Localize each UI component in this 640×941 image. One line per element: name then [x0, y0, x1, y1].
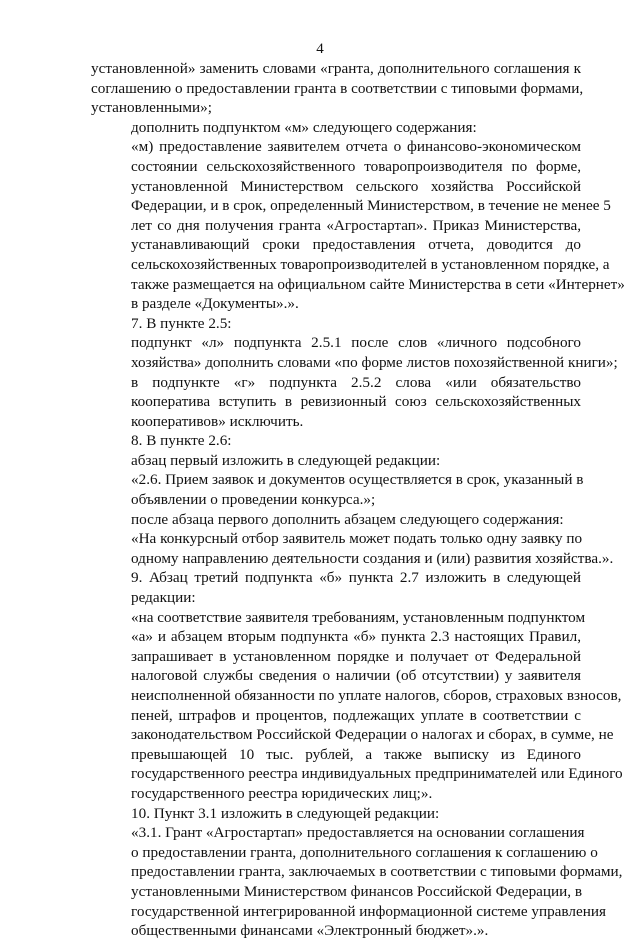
- paragraph: [91, 373, 581, 432]
- text-line: «а» и абзацем вторым подпункта «б» пункта 2.3 настоящих Правил,: [131, 628, 581, 646]
- text-line: неисполненной обязанности по уплате налогов, сборов, страховых взносов,: [131, 687, 622, 704]
- text-line: кооперативов» исключить.: [131, 412, 304, 430]
- page-number: 4: [316, 41, 324, 57]
- text-line: в разделе «Документы».».: [131, 295, 299, 313]
- text-line: предоставлении гранта, заключаемых в соответствии с типовыми формами,: [131, 863, 623, 881]
- text-line: государственной интегрированной информационной системе управления: [131, 902, 606, 920]
- text-line: 7. В пункте 2.5:: [131, 314, 232, 332]
- text-line: сельскохозяйственных товаропроизводителей в установленном порядке, а: [131, 255, 610, 273]
- text-line: «2.6. Прием заявок и документов осуществляется в срок, указанный в: [131, 471, 584, 489]
- text-line: одному направлению деятельности создания и (или) развития хозяйства.».: [131, 549, 614, 567]
- text-line: пеней, штрафов и процентов, подлежащих уплате в соответствии с: [131, 706, 581, 724]
- text-line: 9. Абзац третий подпункта «б» пункта 2.7 изложить в следующей: [131, 569, 581, 587]
- text-line: законодательством Российской Федерации о налогах и сборах, в сумме, не: [131, 726, 614, 744]
- text-line: абзац первый изложить в следующей редакции:: [131, 451, 441, 469]
- text-line: кооператива вступить в ревизионный союз сельскохозяйственных: [131, 393, 581, 411]
- text-line: установленными»;: [91, 99, 212, 117]
- text-line: также размещается на официальном сайте Министерства в сети «Интернет»: [131, 275, 625, 293]
- paragraph: [91, 804, 581, 824]
- text-line: «На конкурсный отбор заявитель может подать только одну заявку по: [131, 530, 583, 548]
- text-line: 8. В пункте 2.6:: [131, 432, 232, 450]
- text-line: хозяйства» дополнить словами «по форме листов похозяйственной книги»;: [131, 353, 618, 371]
- text-line: подпункт «л» подпункта 2.5.1 после слов «личного подсобного: [131, 334, 581, 352]
- text-line: установленной Министерством сельского хозяйства Российской: [131, 177, 581, 195]
- text-line: состоянии сельскохозяйственного товаропроизводителя по форме,: [131, 157, 581, 175]
- paragraph: [91, 451, 581, 471]
- text-line: «3.1. Грант «Агростартап» предоставляется на основании соглашения: [131, 824, 585, 842]
- text-line: редакции:: [131, 589, 196, 607]
- paragraph: [91, 118, 581, 138]
- paragraph: [91, 608, 623, 804]
- text-line: «на соответствие заявителя требованиям, установленным подпунктом: [131, 608, 586, 626]
- text-line: «м) предоставление заявителем отчета о финансово-экономическом: [131, 138, 581, 156]
- text-line: лет со дня получения гранта «Агростартап». Приказ Министерства,: [131, 216, 581, 234]
- text-line: превышающей 10 тыс. рублей, а также выписку из Единого: [131, 745, 581, 763]
- text-line: после абзаца первого дополнить абзацем следующего содержания:: [131, 510, 564, 528]
- text-line: 10. Пункт 3.1 изложить в следующей редакции:: [131, 804, 440, 822]
- text-line: государственного реестра индивидуальных предпринимателей или Единого: [131, 765, 623, 783]
- paragraph: [91, 59, 584, 118]
- text-line: о предоставлении гранта, дополнительного соглашения к соглашению о: [131, 843, 598, 861]
- text-line: налоговой службы сведения о наличии (об отсутствии) у заявителя: [131, 667, 581, 685]
- text-line: установленной» заменить словами «гранта, дополнительного соглашения к: [91, 60, 581, 77]
- paragraph: [91, 529, 614, 568]
- paragraph: [91, 823, 623, 941]
- paragraph: [91, 470, 584, 509]
- text-line: запрашивает в установленном порядке и получает от Федеральной: [131, 647, 581, 665]
- text-line: соглашению о предоставлении гранта в соответствии с типовыми формами,: [91, 79, 584, 97]
- text-line: общественными финансами «Электронный бюджет».».: [131, 922, 489, 940]
- paragraph: [91, 333, 618, 372]
- text-line: Федерации, и в срок, определенный Министерством, в течение не менее 5: [131, 197, 611, 215]
- paragraph: [91, 510, 581, 530]
- text-line: устанавливающий сроки предоставления отчета, доводится до: [131, 236, 581, 254]
- text-line: государственного реестра юридических лиц;».: [131, 784, 433, 802]
- document-body: [91, 59, 625, 941]
- paragraph: [91, 137, 625, 313]
- text-line: объявлении о проведении конкурса.»;: [131, 491, 376, 509]
- text-line: установленными Министерством финансов Российской Федерации, в: [131, 882, 583, 900]
- text-line: дополнить подпунктом «м» следующего содержания:: [131, 118, 477, 136]
- paragraph: [91, 314, 581, 334]
- paragraph: [91, 568, 581, 607]
- text-line: в подпункте «г» подпункта 2.5.2 слова «или обязательство: [131, 373, 581, 391]
- paragraph: [91, 431, 581, 451]
